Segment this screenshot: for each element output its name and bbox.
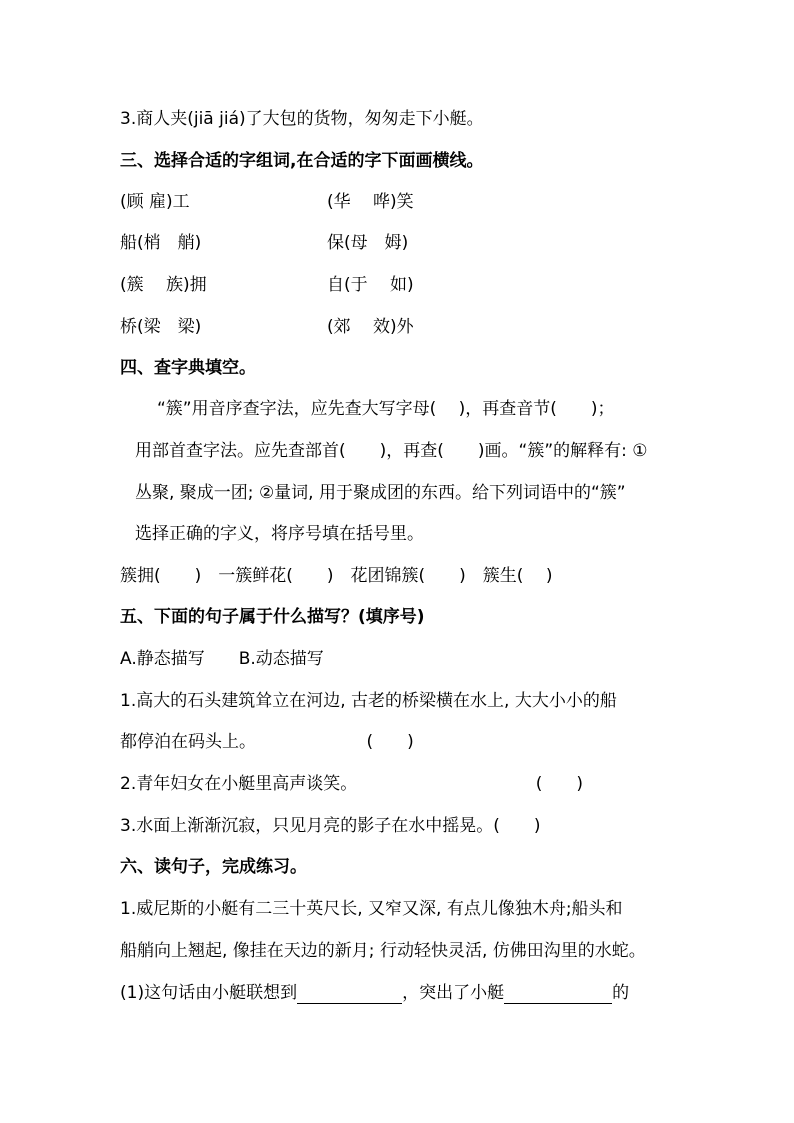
section-3-title: 三、选择合适的字组词,在合适的字下面画横线。 [120, 151, 484, 171]
question-3-line: 3.商人夹(jiā jiá)了大包的货物，匆匆走下小艇。 [120, 109, 484, 129]
cu-words-line: 簇拥( ) 一簇鲜花( ) 花团锦簇( ) 簇生( ) [120, 566, 553, 586]
reading-line-2: 船艄向上翘起, 像挂在天边的新月; 行动轻快灵活, 仿佛田沟里的水蛇。 [120, 941, 646, 961]
word-choice-right-4: (郊 效)外 [327, 317, 414, 337]
question-1-line [120, 982, 629, 1004]
dictionary-para-line-4: 选择正确的字义，将序号填在括号里。 [135, 524, 424, 544]
word-choice-right-3: 自(于 如) [327, 275, 414, 295]
description-item-1b: 都停泊在码头上。 ( ) [120, 732, 414, 752]
dictionary-para-line-3: 丛聚, 聚成一团; ②量词, 用于聚成团的东西。给下列词语中的“簇” [135, 483, 626, 503]
question-1-mid: ，突出了小艇 [402, 983, 505, 1003]
answer-blank-1[interactable] [297, 985, 402, 1004]
question-1-suffix: 的 [612, 983, 630, 1003]
section-6-title: 六、读句子，完成练习。 [120, 857, 307, 877]
question-1-prefix: (1)这句话由小艇联想到 [120, 983, 298, 1003]
section-5-title: 五、下面的句子属于什么描写？(填序号) [120, 607, 425, 627]
description-item-1a: 1.高大的石头建筑耸立在河边, 古老的桥梁横在水上, 大大小小的船 [120, 691, 617, 711]
word-choice-left-2: 船(梢 艄) [120, 233, 202, 253]
word-choice-left-3: (簇 族)拥 [120, 275, 207, 295]
section-4-title: 四、查字典填空。 [120, 358, 256, 378]
word-choice-right-2: 保(母 姆) [327, 233, 409, 253]
description-item-2: 2.青年妇女在小艇里高声谈笑。 ( ) [120, 774, 583, 794]
description-item-3: 3.水面上渐渐沉寂，只见月亮的影子在水中摇晃。( ) [120, 816, 541, 836]
word-choice-left-1: (顾 雇)工 [120, 192, 190, 212]
dictionary-para-line-1: “簇”用音序查字法，应先查大写字母( )，再查音节( )； [157, 399, 615, 419]
description-options: A.静态描写 B.动态描写 [120, 649, 324, 669]
word-choice-right-1: (华 哗)笑 [327, 192, 414, 212]
dictionary-para-line-2: 用部首查字法。应先查部首( )，再查( )画。“簇”的解释有: ① [135, 441, 648, 461]
word-choice-left-4: 桥(梁 梁) [120, 317, 202, 337]
reading-line-1: 1.威尼斯的小艇有二三十英尺长, 又窄又深, 有点儿像独木舟;船头和 [120, 899, 623, 919]
answer-blank-2[interactable] [504, 985, 612, 1004]
